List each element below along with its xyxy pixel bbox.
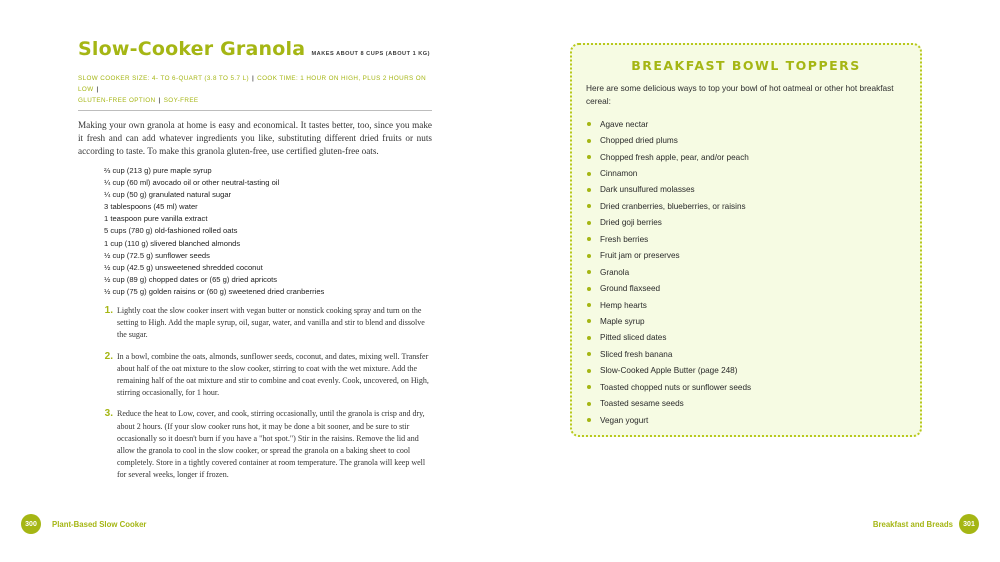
topper-label: Fresh berries xyxy=(600,234,649,244)
ingredient-item: ½ cup (89 g) chopped dates or (65 g) dried apricots xyxy=(104,274,278,284)
bullet-dot-icon xyxy=(587,385,591,389)
topper-label: Toasted sesame seeds xyxy=(600,399,684,409)
topper-item xyxy=(586,264,906,280)
step-text: Lightly coat the slow cooker insert with vegan butter or nonstick cooking spray and turn on the setting to High. Add the maple syrup, oil, sugar, water, and vanilla and stir to blend and dissolve the sugar. xyxy=(117,306,425,340)
topper-label: Maple syrup xyxy=(600,316,645,326)
step-text: In a bowl, combine the oats, almonds, sunflower seeds, coconut, and dates, mixing well. Transfer about half of the oat mixture to the slow cooker, stirring to coat with the wet mixture. Add the remaining half of the oat mixture and stir to combine and coat evenly. Cook, uncovered, on High, stirring occasionally, for 1 hour. xyxy=(117,351,429,398)
topper-item xyxy=(586,297,906,313)
topper-item xyxy=(586,346,906,362)
ingredient-item: ½ cup (42.5 g) unsweetened shredded coconut xyxy=(104,262,263,272)
topper-item xyxy=(586,149,906,165)
bullet-dot-icon xyxy=(587,254,591,258)
footer-left xyxy=(21,514,146,534)
steps-list xyxy=(78,305,432,482)
bullet-dot-icon xyxy=(587,221,591,225)
topper-item xyxy=(586,215,906,231)
meta-separator: | xyxy=(251,75,255,82)
topper-label: Fruit jam or preserves xyxy=(600,251,680,261)
step-item xyxy=(78,408,432,481)
topper-item xyxy=(586,330,906,346)
topper-label: Ground flaxseed xyxy=(600,284,661,294)
bullet-dot-icon xyxy=(587,319,591,323)
topper-label: Agave nectar xyxy=(600,119,649,129)
page-number-badge: 300 xyxy=(21,514,41,534)
ingredient-item: ¼ cup (60 ml) avocado oil or other neutral-tasting oil xyxy=(104,178,280,188)
bullet-dot-icon xyxy=(587,418,591,422)
topper-item xyxy=(586,248,906,264)
bullet-dot-icon xyxy=(587,352,591,356)
step-text: Reduce the heat to Low, cover, and cook, stirring occasionally, until the granola is crisp and dry, about 2 hours. (If your slow cooker runs hot, it may be done a bit sooner, and be sure to stir occasionally so it doesn't burn if you have a "hot spot.") Stir in the raisins. Remove the lid and allow the granola to cool in the slow cooker, or spread the granola on a baking sheet to cool completely. Store in a tightly covered container at room temperature. The granola will keep well for several weeks, longer if frozen. xyxy=(117,409,426,480)
topper-label: Granola xyxy=(600,267,630,277)
bullet-dot-icon xyxy=(587,155,591,159)
topper-label: Vegan yogurt xyxy=(600,415,649,425)
topper-label: Slow-Cooked Apple Butter (page 248) xyxy=(600,366,738,376)
bullet-dot-icon xyxy=(587,237,591,241)
step-item xyxy=(78,351,432,400)
step-number: 3. xyxy=(104,408,113,420)
ingredient-item: ¼ cup (50 g) granulated natural sugar xyxy=(104,190,232,200)
step-number: 1. xyxy=(104,305,113,317)
recipe-yield: MAKES ABOUT 8 CUPS (ABOUT 1 KG) xyxy=(311,51,430,57)
ingredient-item: 3 tablespoons (45 ml) water xyxy=(104,202,198,212)
ingredient-item: 5 cups (780 g) old-fashioned rolled oats xyxy=(104,226,238,236)
recipe-title: Slow-Cooker Granola xyxy=(78,38,306,60)
bullet-dot-icon xyxy=(587,336,591,340)
topper-item xyxy=(586,363,906,379)
topper-item xyxy=(586,412,906,428)
bullet-dot-icon xyxy=(587,204,591,208)
bullet-dot-icon xyxy=(587,188,591,192)
topper-item xyxy=(586,182,906,198)
topper-label: Chopped fresh apple, pear, and/or peach xyxy=(600,152,749,162)
topper-item xyxy=(586,379,906,395)
soy-free-tag: SOY-FREE xyxy=(163,97,199,104)
topper-label: Chopped dried plums xyxy=(600,136,678,146)
topper-label: Hemp hearts xyxy=(600,300,647,310)
topper-label: Sliced fresh banana xyxy=(600,349,673,359)
topper-item xyxy=(586,231,906,247)
toppers-title: BREAKFAST BOWL TOPPERS xyxy=(631,58,861,73)
topper-label: Cinnamon xyxy=(600,169,638,179)
topper-label: Dark unsulfured molasses xyxy=(600,185,695,195)
bullet-dot-icon xyxy=(587,172,591,176)
bullet-dot-icon xyxy=(587,303,591,307)
breakfast-toppers-box xyxy=(570,43,922,437)
title-row xyxy=(78,38,432,60)
topper-item xyxy=(586,313,906,329)
ingredient-item: ½ cup (72.5 g) sunflower seeds xyxy=(104,250,210,260)
page-number-badge: 301 xyxy=(959,514,979,534)
chapter-title: Breakfast and Breads xyxy=(872,519,953,529)
left-page xyxy=(78,38,432,491)
step-item xyxy=(78,305,432,342)
cook-time: COOK TIME: 1 HOUR ON HIGH, PLUS 2 HOURS ON LOW xyxy=(78,75,427,93)
bullet-dot-icon xyxy=(587,287,591,291)
topper-item xyxy=(586,395,906,411)
topper-label: Pitted sliced dates xyxy=(600,333,667,343)
topper-item xyxy=(586,165,906,181)
bullet-dot-icon xyxy=(587,139,591,143)
recipe-intro: Making your own granola at home is easy and economical. It tastes better, too, since you make it fresh and can add whatever ingredients you like, substituting different dried fruits or nuts according to taste. To make this granola gluten-free, use certified gluten-free oats. xyxy=(78,120,432,156)
step-number: 2. xyxy=(104,350,113,362)
topper-item xyxy=(586,280,906,296)
gluten-free-tag: GLUTEN-FREE OPTION xyxy=(78,97,156,104)
ingredient-item: 1 cup (110 g) slivered blanched almonds xyxy=(104,238,241,248)
bullet-dot-icon xyxy=(587,270,591,274)
ingredient-item: ½ cup (75 g) golden raisins or (60 g) sweetened dried cranberries xyxy=(104,286,325,296)
toppers-intro: Here are some delicious ways to top your bowl of hot oatmeal or other hot breakfast cereal: xyxy=(586,83,894,106)
toppers-list xyxy=(586,116,906,428)
topper-item xyxy=(586,116,906,132)
ingredients-list xyxy=(104,165,432,298)
recipe-meta xyxy=(78,73,432,111)
topper-label: Dried goji berries xyxy=(600,218,662,228)
bullet-dot-icon xyxy=(587,402,591,406)
footer-right xyxy=(873,514,979,534)
ingredient-item: 1 teaspoon pure vanilla extract xyxy=(104,214,208,224)
cooker-size: SLOW COOKER SIZE: 4- TO 6-QUART (3.8 TO 5.7 L) xyxy=(78,75,249,82)
ingredient-item: ⅔ cup (213 g) pure maple syrup xyxy=(104,166,212,175)
meta-separator: | xyxy=(96,86,99,93)
meta-separator: | xyxy=(158,97,161,104)
topper-item xyxy=(586,198,906,214)
bullet-dot-icon xyxy=(587,369,591,373)
bullet-dot-icon xyxy=(587,122,591,126)
topper-label: Toasted chopped nuts or sunflower seeds xyxy=(600,382,752,392)
topper-item xyxy=(586,132,906,148)
book-title: Plant-Based Slow Cooker xyxy=(52,519,147,529)
topper-label: Dried cranberries, blueberries, or raisins xyxy=(600,201,746,211)
